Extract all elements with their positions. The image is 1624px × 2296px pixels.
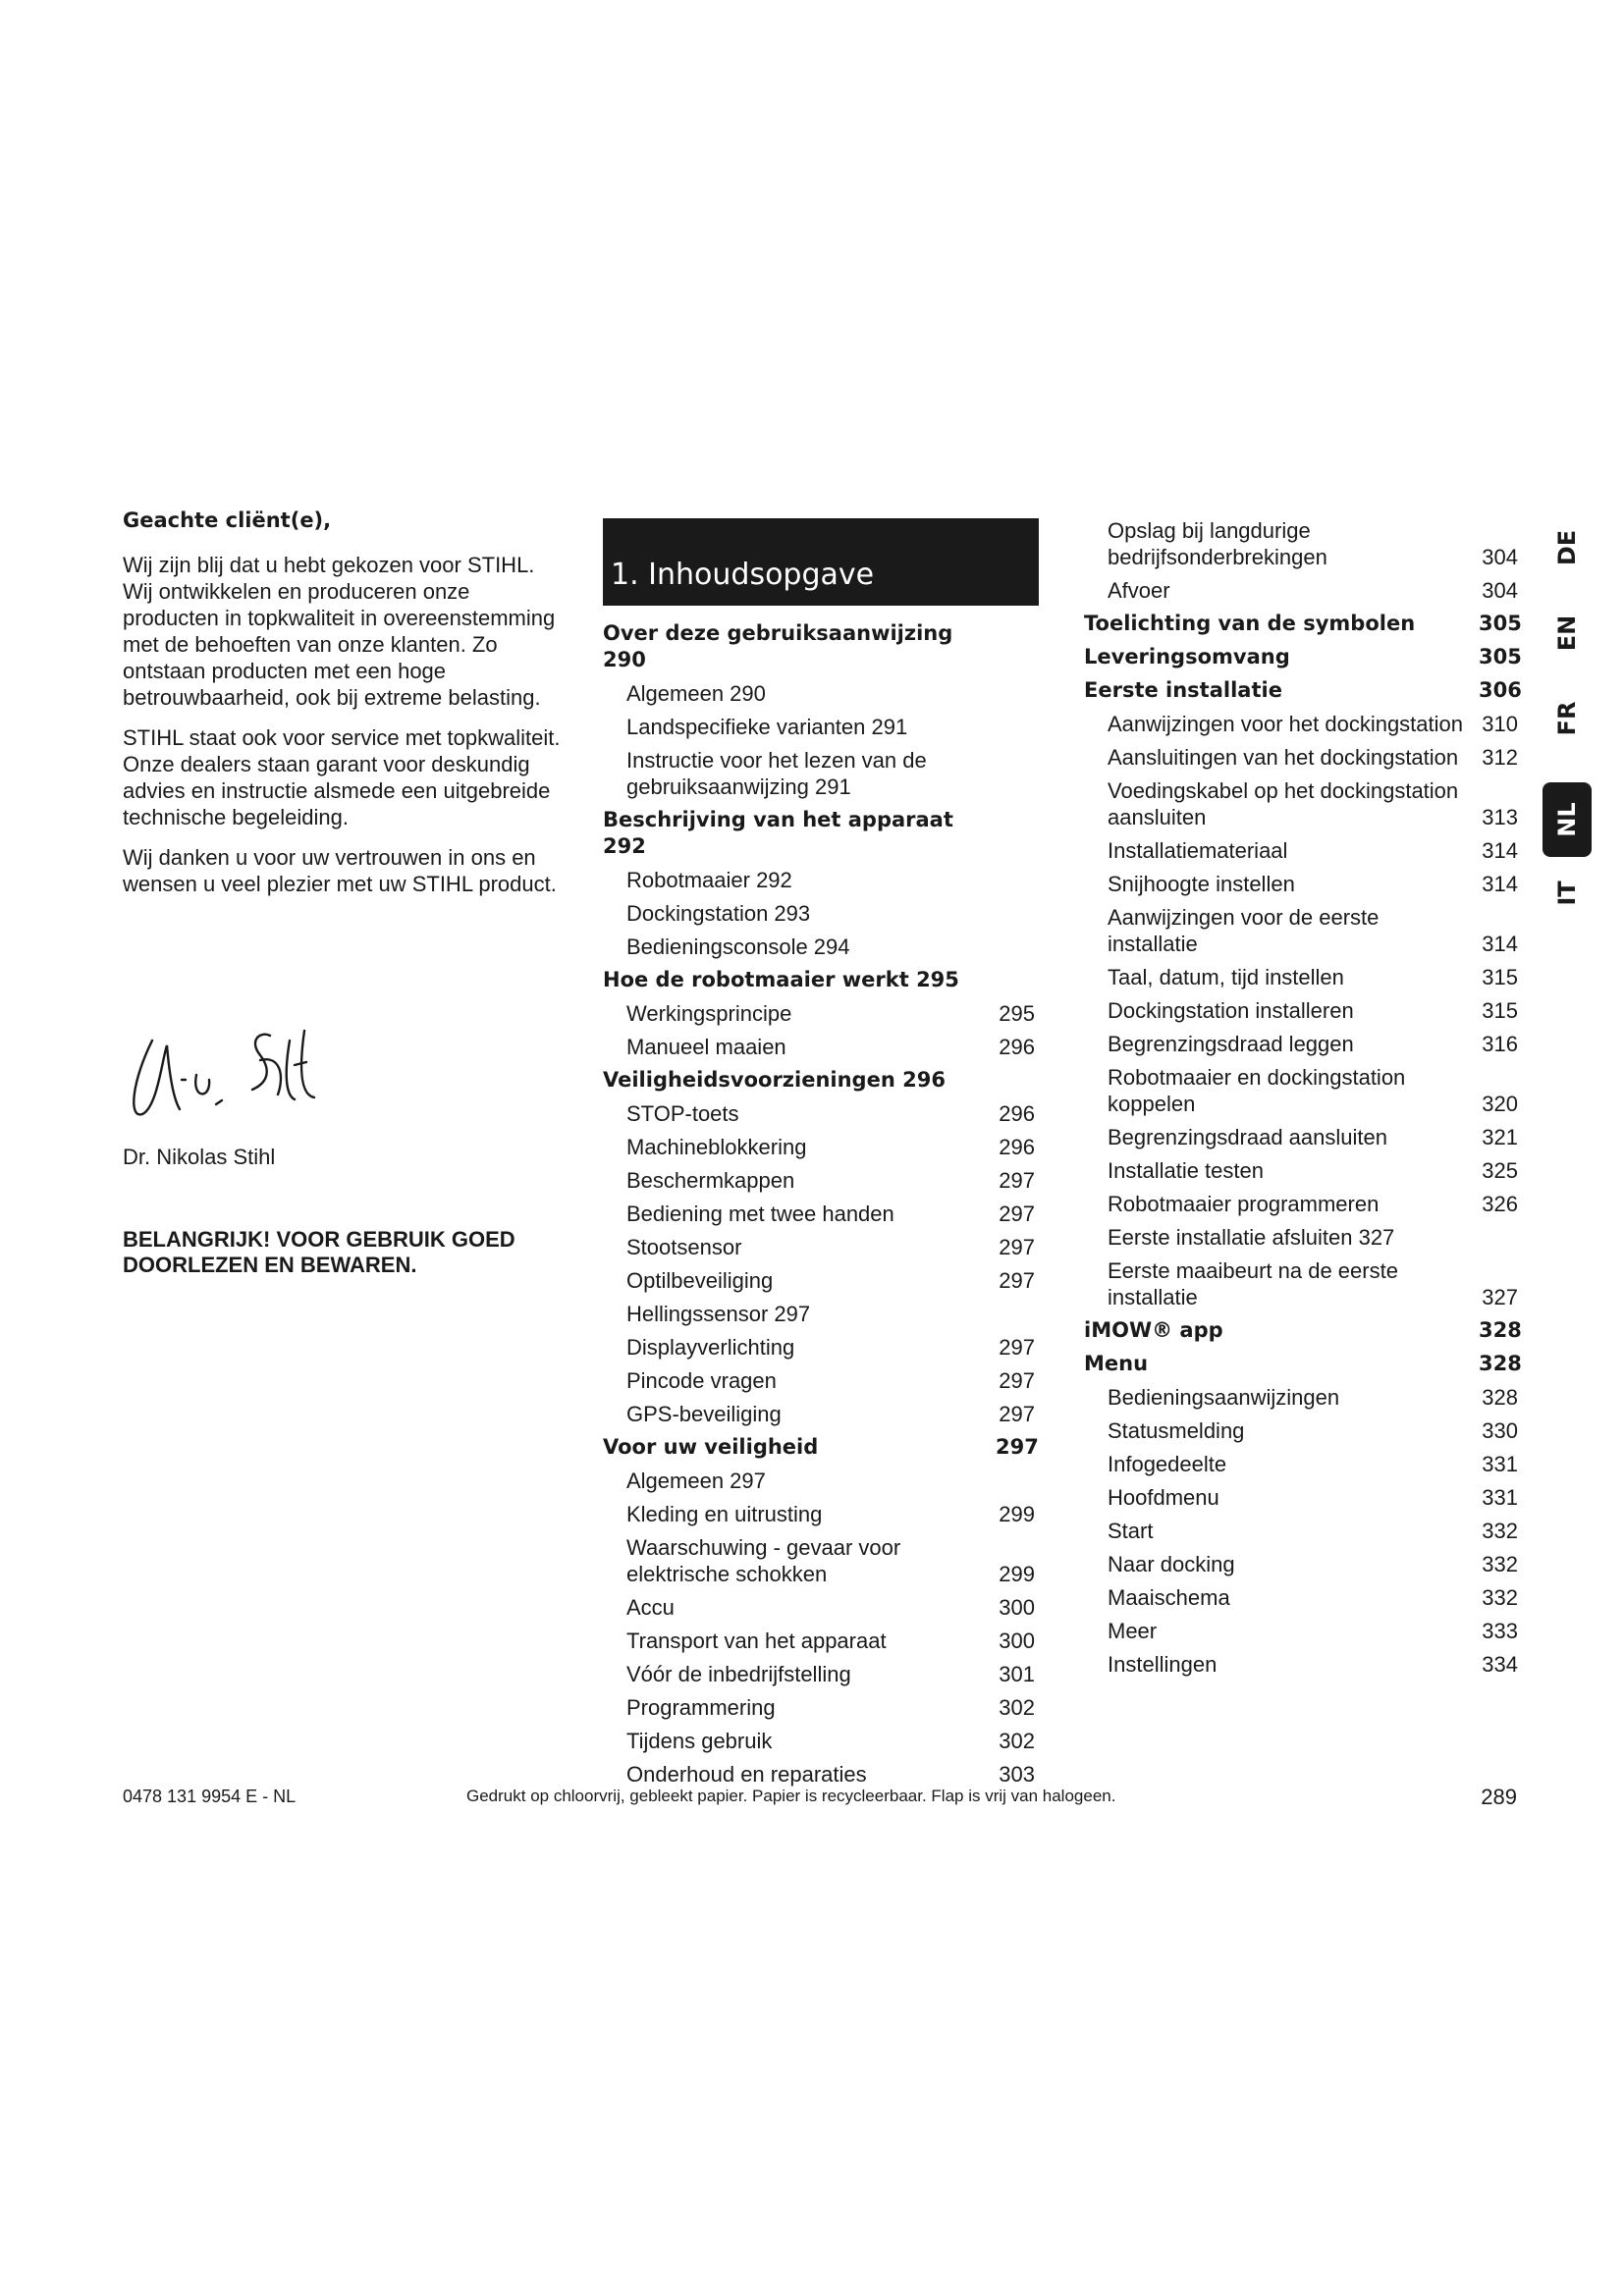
- toc-entry-title: Bediening met twee handen: [626, 1201, 894, 1226]
- toc-entry: [603, 1628, 1035, 1654]
- toc-entry-title: Displayverlichting: [626, 1335, 795, 1360]
- toc-entry: [603, 1534, 1035, 1587]
- toc-section: [603, 1434, 1039, 1461]
- toc-entry: [603, 1501, 1035, 1527]
- toc-entry-title: Opslag bij langdurige bedrijfsonderbrekingen: [1108, 518, 1327, 569]
- toc-entry-page: 304: [1482, 578, 1518, 603]
- toc-entry-title: Over deze gebruiksaanwijzing 290: [603, 621, 953, 671]
- toc-entry-title: Hellingssensor 297: [626, 1302, 811, 1326]
- toc-entry-page: 310: [1482, 712, 1518, 736]
- toc-entry: [603, 1728, 1035, 1754]
- toc-entry: [1084, 1031, 1518, 1057]
- toc-entry: [1084, 1224, 1518, 1251]
- toc-entry-title: Vóór de inbedrijfstelling: [626, 1662, 851, 1686]
- toc-entry: [603, 1000, 1035, 1027]
- toc-entry-title: Manueel maaien: [626, 1035, 786, 1059]
- toc-entry: [1084, 711, 1518, 737]
- toc-entry: [603, 867, 1035, 893]
- toc-entry-page: 297: [999, 1368, 1035, 1393]
- toc-entry: [603, 1301, 1035, 1327]
- toc-entry-page: 296: [999, 1135, 1035, 1159]
- toc-entry: [603, 1401, 1035, 1427]
- toc-title: 1. Inhoudsopgave: [603, 518, 1039, 606]
- toc-entry-title: Robotmaaier 292: [626, 868, 792, 892]
- toc-entry-page: 334: [1482, 1652, 1518, 1677]
- toc-entry-page: 300: [999, 1629, 1035, 1653]
- document-code: 0478 131 9954 E - NL: [123, 1787, 297, 1806]
- toc-entry-title: Instructie voor het lezen van de gebruiksaanwijzing 291: [626, 748, 927, 799]
- toc-column-left: [603, 620, 1039, 1794]
- toc-entry: [1084, 1157, 1518, 1184]
- print-note: Gedrukt op chloorvrij, gebleekt papier. Papier is recycleerbaar. Flap is vrij van halogeen.: [466, 1787, 1116, 1805]
- toc-entry-page: 297: [999, 1201, 1035, 1226]
- toc-entry: [1084, 1651, 1518, 1678]
- toc-entry-title: Start: [1108, 1519, 1154, 1543]
- toc-entry: [603, 1334, 1035, 1361]
- toc-entry-title: Installatie testen: [1108, 1158, 1264, 1183]
- toc-entry: [1084, 904, 1518, 957]
- toc-entry-page: 325: [1482, 1158, 1518, 1183]
- signer-name: Dr. Nikolas Stihl: [123, 1145, 276, 1169]
- toc-entry: [603, 1034, 1035, 1060]
- toc-entry: [603, 1594, 1035, 1621]
- toc-entry: [1084, 1618, 1518, 1644]
- toc-entry-page: 332: [1482, 1519, 1518, 1543]
- toc-entry-page: 305: [1479, 612, 1522, 635]
- toc-entry-page: 296: [999, 1035, 1035, 1059]
- toc-entry-page: 328: [1479, 1318, 1522, 1342]
- toc-entry-title: Aansluitingen van het dockingstation: [1108, 745, 1459, 770]
- toc-entry-title: Naar docking: [1108, 1552, 1235, 1576]
- toc-entry: [603, 1134, 1035, 1160]
- toc-entry-title: Dockingstation 293: [626, 901, 811, 926]
- toc-entry-title: Robotmaaier en dockingstation koppelen: [1108, 1065, 1406, 1116]
- toc-entry: [603, 1694, 1035, 1721]
- toc-entry-title: Aanwijzingen voor de eerste installatie: [1108, 905, 1380, 956]
- toc-entry-title: Landspecifieke varianten 291: [626, 715, 908, 739]
- toc-entry: [603, 934, 1035, 960]
- toc-section: [603, 1067, 1035, 1094]
- letter-column: [123, 508, 565, 911]
- toc-entry-page: 330: [1482, 1418, 1518, 1443]
- toc-entry-title: Instellingen: [1108, 1652, 1218, 1677]
- toc-entry-page: 314: [1482, 838, 1518, 863]
- toc-entry-title: Programmering: [626, 1695, 776, 1720]
- toc-entry-title: Transport van het apparaat: [626, 1629, 887, 1653]
- toc-section: [1084, 611, 1522, 637]
- toc-entry-title: GPS-beveiliging: [626, 1402, 782, 1426]
- toc-entry-page: 300: [999, 1595, 1035, 1620]
- toc-section: [1084, 644, 1522, 670]
- toc-entry-title: Voor uw veiligheid: [603, 1435, 819, 1459]
- toc-entry-title: Machineblokkering: [626, 1135, 807, 1159]
- toc-entry-title: Dockingstation installeren: [1108, 998, 1354, 1023]
- language-tab-it: IT: [1553, 881, 1581, 906]
- toc-entry: [603, 1761, 1035, 1788]
- toc-section: [1084, 1351, 1522, 1377]
- toc-entry-page: 302: [999, 1729, 1035, 1753]
- toc-entry: [1084, 1257, 1518, 1310]
- toc-entry-title: Algemeen 297: [626, 1468, 766, 1493]
- important-notice: BELANGRIJK! VOOR GEBRUIK GOED DOORLEZEN EN BEWAREN.: [123, 1227, 515, 1277]
- letter-paragraph: Wij danken u voor uw vertrouwen in ons en wensen u veel plezier met uw STIHL product.: [123, 845, 557, 896]
- toc-entry: [1084, 577, 1518, 604]
- toc-entry-page: 301: [999, 1662, 1035, 1686]
- toc-entry-title: Afvoer: [1108, 578, 1170, 603]
- toc-entry-title: Eerste maaibeurt na de eerste installatie: [1108, 1258, 1398, 1309]
- toc-entry-title: Algemeen 290: [626, 681, 766, 706]
- page-footer: [123, 1787, 1517, 1816]
- toc-entry: [603, 1234, 1035, 1260]
- toc-entry-title: iMOW® app: [1084, 1318, 1223, 1342]
- toc-entry-title: Leveringsomvang: [1084, 645, 1290, 668]
- toc-entry-title: STOP-toets: [626, 1101, 739, 1126]
- toc-entry: [603, 680, 1035, 707]
- toc-entry: [1084, 1551, 1518, 1577]
- toc-entry-page: 316: [1482, 1032, 1518, 1056]
- toc-entry-title: Aanwijzingen voor het dockingstation: [1108, 712, 1464, 736]
- toc-entry: [603, 747, 1035, 800]
- toc-entry-page: 302: [999, 1695, 1035, 1720]
- toc-entry-page: 304: [1482, 545, 1518, 569]
- toc-entry-page: 299: [999, 1502, 1035, 1526]
- toc-entry-page: 331: [1482, 1485, 1518, 1510]
- toc-entry-page: 296: [999, 1101, 1035, 1126]
- toc-entry-page: 303: [999, 1762, 1035, 1787]
- toc-entry-title: Eerste installatie: [1084, 678, 1282, 702]
- toc-entry-title: Robotmaaier programmeren: [1108, 1192, 1380, 1216]
- toc-entry-title: Meer: [1108, 1619, 1158, 1643]
- language-tab-fr: FR: [1553, 701, 1581, 736]
- toc-entry-title: Pincode vragen: [626, 1368, 777, 1393]
- toc-entry-title: Bedieningsconsole 294: [626, 934, 850, 959]
- toc-entry-page: 327: [1482, 1285, 1518, 1309]
- toc-entry: [1084, 517, 1518, 570]
- letter-paragraph: STIHL staat ook voor service met topkwaliteit. Onze dealers staan garant voor deskundig advies en instructie alsmede een uitgebreide technische begeleiding.: [123, 725, 561, 829]
- toc-entry-title: Toelichting van de symbolen: [1084, 612, 1416, 635]
- toc-entry-title: Waarschuwing - gevaar voor elektrische schokken: [626, 1535, 901, 1586]
- toc-entry-page: 332: [1482, 1552, 1518, 1576]
- toc-entry-page: 297: [999, 1268, 1035, 1293]
- toc-entry-title: Voedingskabel op het dockingstation aansluiten: [1108, 778, 1459, 829]
- toc-entry: [1084, 1484, 1518, 1511]
- language-tab-en: EN: [1553, 614, 1581, 652]
- language-tab-nl: NL: [1543, 782, 1592, 857]
- toc-entry-page: 312: [1482, 745, 1518, 770]
- toc-entry-page: 314: [1482, 872, 1518, 896]
- toc-entry-page: 326: [1482, 1192, 1518, 1216]
- toc-entry-title: Hoofdmenu: [1108, 1485, 1219, 1510]
- toc-entry-title: Werkingsprincipe: [626, 1001, 792, 1026]
- toc-entry-page: 333: [1482, 1619, 1518, 1643]
- toc-entry-page: 295: [999, 1001, 1035, 1026]
- toc-entry-title: Onderhoud en reparaties: [626, 1762, 867, 1787]
- toc-entry: [603, 714, 1035, 740]
- toc-entry-title: Beschrijving van het apparaat 292: [603, 808, 953, 858]
- toc-entry-title: Beschermkappen: [626, 1168, 795, 1193]
- toc-entry: [1084, 837, 1518, 864]
- toc-entry-title: Accu: [626, 1595, 675, 1620]
- toc-entry: [603, 900, 1035, 927]
- toc-entry-title: Eerste installatie afsluiten 327: [1108, 1225, 1395, 1250]
- toc-entry-page: 314: [1482, 932, 1518, 956]
- toc-section: [603, 620, 1035, 673]
- toc-entry-title: Optilbeveiliging: [626, 1268, 774, 1293]
- toc-entry-title: Stootsensor: [626, 1235, 742, 1259]
- letter-paragraph: Wij zijn blij dat u hebt gekozen voor STIHL. Wij ontwikkelen en produceren onze producten in topkwaliteit in overeenstemming met de behoeften van onze klanten. Zo ontstaan producten met een hoge betrouwbaarheid, ook bij extreme belasting.: [123, 553, 556, 710]
- toc-entry: [1084, 997, 1518, 1024]
- toc-entry: [1084, 1451, 1518, 1477]
- toc-entry-page: 297: [999, 1235, 1035, 1259]
- toc-section: [1084, 677, 1522, 704]
- toc-entry-title: Begrenzingsdraad leggen: [1108, 1032, 1354, 1056]
- toc-entry-page: 299: [999, 1562, 1035, 1586]
- language-tab-de: DE: [1553, 529, 1581, 566]
- toc-entry: [1084, 1191, 1518, 1217]
- toc-entry: [1084, 777, 1518, 830]
- toc-entry-title: Tijdens gebruik: [626, 1729, 773, 1753]
- toc-entry-page: 315: [1482, 998, 1518, 1023]
- toc-entry-page: 328: [1479, 1352, 1522, 1375]
- toc-entry: [1084, 1064, 1518, 1117]
- toc-entry-page: 315: [1482, 965, 1518, 989]
- toc-entry-page: 320: [1482, 1092, 1518, 1116]
- toc-entry-title: Statusmelding: [1108, 1418, 1245, 1443]
- toc-entry-page: 331: [1482, 1452, 1518, 1476]
- toc-entry: [1084, 744, 1518, 771]
- toc-entry-title: Hoe de robotmaaier werkt 295: [603, 968, 959, 991]
- toc-entry: [1084, 964, 1518, 990]
- toc-entry: [603, 1367, 1035, 1394]
- toc-section: [1084, 1317, 1522, 1344]
- toc-entry: [603, 1100, 1035, 1127]
- toc-entry-page: 321: [1482, 1125, 1518, 1149]
- toc-entry: [603, 1167, 1035, 1194]
- toc-section: [603, 967, 1035, 993]
- greeting: Geachte cliënt(e),: [123, 508, 332, 532]
- signature-image: [123, 1021, 339, 1129]
- toc-entry-title: Maaischema: [1108, 1585, 1230, 1610]
- toc-entry-title: Bedieningsaanwijzingen: [1108, 1385, 1340, 1410]
- toc-entry-page: 297: [999, 1402, 1035, 1426]
- toc-entry-page: 305: [1479, 645, 1522, 668]
- toc-entry: [1084, 1584, 1518, 1611]
- toc-entry: [1084, 1518, 1518, 1544]
- toc-entry: [1084, 871, 1518, 897]
- toc-section: [603, 807, 1035, 860]
- toc-entry-page: 332: [1482, 1585, 1518, 1610]
- toc-entry-page: 313: [1482, 805, 1518, 829]
- toc-entry: [603, 1267, 1035, 1294]
- page-number: 289: [1481, 1785, 1517, 1809]
- toc-entry-page: 297: [999, 1335, 1035, 1360]
- toc-entry-title: Infogedeelte: [1108, 1452, 1227, 1476]
- toc-entry: [1084, 1417, 1518, 1444]
- toc-entry-title: Snijhoogte instellen: [1108, 872, 1295, 896]
- toc-entry: [603, 1661, 1035, 1687]
- toc-entry: [603, 1201, 1035, 1227]
- toc-entry-title: Veiligheidsvoorzieningen 296: [603, 1068, 946, 1092]
- toc-entry-title: Kleding en uitrusting: [626, 1502, 823, 1526]
- toc-entry: [1084, 1384, 1518, 1411]
- language-tabs: [1540, 510, 1595, 923]
- toc-entry-title: Begrenzingsdraad aansluiten: [1108, 1125, 1387, 1149]
- toc-entry: [1084, 1124, 1518, 1150]
- toc-entry-title: Installatiemateriaal: [1108, 838, 1288, 863]
- toc-entry-page: 297: [999, 1168, 1035, 1193]
- toc-entry-page: 328: [1482, 1385, 1518, 1410]
- toc-entry-title: Menu: [1084, 1352, 1149, 1375]
- toc-column-right: [1084, 517, 1522, 1684]
- toc-entry-page: 306: [1479, 678, 1522, 702]
- toc-entry: [603, 1468, 1035, 1494]
- toc-entry-page: 297: [996, 1435, 1039, 1459]
- toc-entry-title: Taal, datum, tijd instellen: [1108, 965, 1344, 989]
